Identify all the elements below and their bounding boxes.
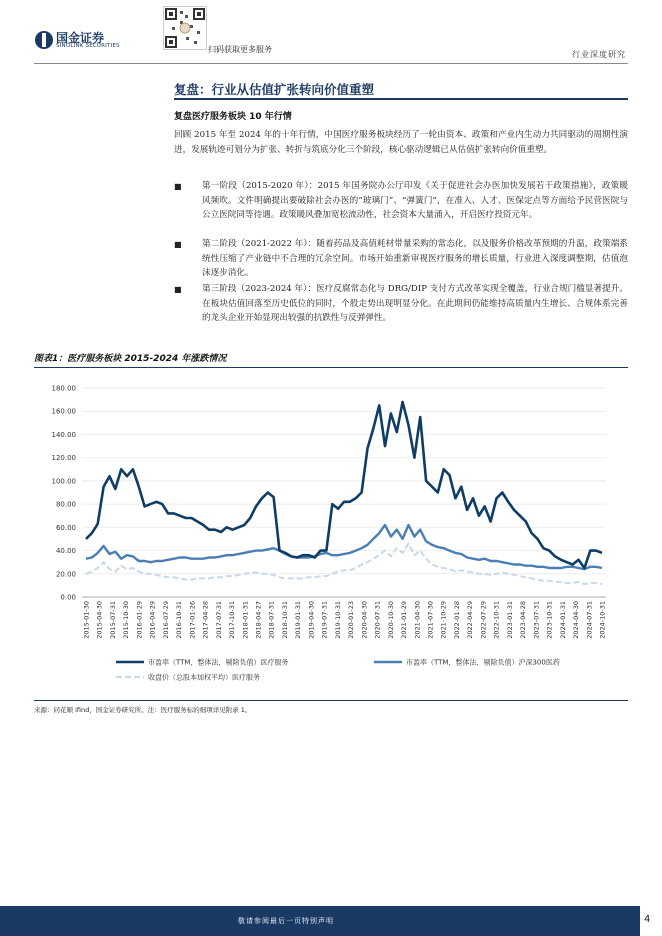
x-tick-label: 2015-04-30 <box>95 601 104 639</box>
brand-logo <box>34 30 164 50</box>
x-tick-label: 2015-10-30 <box>122 601 131 639</box>
x-tick-label: 2019-07-31 <box>320 601 329 639</box>
x-tick-label: 2020-01-23 <box>347 601 356 639</box>
bullet-stage-1: 第一阶段（2015-2020 年）：2015 年国务院办公厅印发《关于促进社会办医加快发展若干政策措施》，政策暖风频吹。文件明确提出要破除社会办医的“玻璃门”、“弹簧门”，在准入、人才、医保定点等方面给予民营医院与公立医院同等待遇。政策暖风叠加宽松流动性，社会资本大量涌入，开启医疗投资元年。 <box>202 181 628 220</box>
section-title-underline <box>174 98 628 100</box>
x-tick-label: 2021-01-29 <box>400 601 409 639</box>
x-tick-label: 2024-10-31 <box>598 601 607 639</box>
x-tick-label: 2024-07-31 <box>585 601 594 639</box>
x-tick-label: 2015-01-30 <box>82 601 91 639</box>
series-line-1 <box>86 525 602 569</box>
x-tick-label: 2019-01-31 <box>294 601 303 639</box>
bullet-marker-icon: ■ <box>174 285 182 294</box>
y-tick-label: 80.00 <box>55 500 76 509</box>
section-subtitle: 复盘医疗服务板块 10 年行情 <box>174 112 292 122</box>
bullet-marker-icon: ■ <box>174 240 182 249</box>
x-tick-label: 2016-07-29 <box>161 601 170 639</box>
x-tick-label: 2020-10-30 <box>386 601 395 639</box>
series-line-0 <box>86 402 602 568</box>
x-tick-label: 2018-01-31 <box>241 601 250 639</box>
report-type-label: 行业深度研究 <box>572 50 626 59</box>
x-tick-label: 2016-04-29 <box>148 601 157 639</box>
page-number: 4 <box>644 914 651 925</box>
x-tick-label: 2022-01-28 <box>452 601 461 639</box>
x-tick-label: 2023-10-31 <box>545 601 554 639</box>
x-tick-label: 2016-10-31 <box>175 601 184 639</box>
y-tick-label: 100.00 <box>51 477 76 486</box>
y-tick-label: 140.00 <box>51 430 76 439</box>
brand-name-cn: 国金证券 <box>56 31 105 45</box>
qr-code-icon <box>163 6 207 50</box>
x-tick-label: 2015-07-31 <box>108 601 117 639</box>
x-tick-label: 2022-04-29 <box>466 601 475 639</box>
brand-name-en: SINOLINK SECURITIES <box>56 43 120 49</box>
x-tick-label: 2018-04-27 <box>254 601 263 639</box>
line-chart <box>34 372 628 697</box>
x-tick-label: 2023-07-31 <box>532 601 541 639</box>
y-tick-label: 60.00 <box>55 523 76 532</box>
section-title: 复盘：行业从估值扩张转向价值重塑 <box>174 82 375 97</box>
x-tick-label: 2020-07-31 <box>373 601 382 639</box>
y-tick-label: 180.00 <box>51 384 76 393</box>
x-tick-label: 2018-07-31 <box>267 601 276 639</box>
bullet-stage-2: 第二阶段（2021-2022 年）：随着药品及高值耗材带量采购的常态化，以及服务价格改革预期的升温，政策端系统性压缩了产业链中不合理的冗余空间。市场开始重新审视医疗服务的增长质量，行业进入深度调整期，估值泡沫逐步消化。 <box>202 239 628 278</box>
legend-label: 收盘价（总股本加权平均）医疗服务 <box>148 673 260 682</box>
x-tick-label: 2021-10-29 <box>439 601 448 639</box>
x-tick-label: 2021-04-30 <box>413 601 422 639</box>
x-tick-label: 2023-04-28 <box>519 601 528 639</box>
y-tick-label: 20.00 <box>55 570 76 579</box>
figure-source: 来源：同花顺 ifind，国金证券研究所。注：医疗服务标的细项详见附录 1。 <box>34 706 252 714</box>
x-tick-label: 2021-07-30 <box>426 601 435 639</box>
series-line-2 <box>86 544 602 585</box>
bullet-stage-3: 第三阶段（2023-2024 年）：医疗反腐常态化与 DRG/DIP 支付方式改革实现全覆盖，行业合规门槛显著提升。在板块估值回落至历史低位的同时，个股走势出现明显分化。在此期间仍能维持高质量内生增长、合规体系完善的龙头企业开始显现出较强的抗跌性与反弹弹性。 <box>202 284 628 323</box>
x-tick-label: 2016-01-29 <box>135 601 144 639</box>
x-tick-label: 2019-04-30 <box>307 601 316 639</box>
x-tick-label: 2022-10-31 <box>492 601 501 639</box>
x-tick-label: 2020-04-30 <box>360 601 369 639</box>
x-tick-label: 2024-04-30 <box>572 601 581 639</box>
y-tick-label: 120.00 <box>51 454 76 463</box>
x-tick-label: 2017-04-28 <box>201 601 210 639</box>
logo-mark-icon <box>34 30 54 50</box>
source-rule <box>34 700 628 701</box>
x-tick-label: 2019-10-31 <box>333 601 342 639</box>
page-header <box>0 0 662 70</box>
x-tick-label: 2017-07-31 <box>214 601 223 639</box>
x-tick-label: 2022-07-29 <box>479 601 488 639</box>
bullet-marker-icon: ■ <box>174 182 182 191</box>
scan-prompt: 扫码获取更多服务 <box>208 45 272 54</box>
legend-label: 市盈率（TTM，整体法，剔除负值）沪深300医药 <box>406 658 560 667</box>
x-tick-label: 2024-01-31 <box>558 601 567 639</box>
header-divider <box>34 63 628 64</box>
y-tick-label: 160.00 <box>51 407 76 416</box>
x-tick-label: 2017-01-26 <box>188 601 197 639</box>
legend-label: 市盈率（TTM，整体法，剔除负值）医疗服务 <box>148 658 289 667</box>
intro-paragraph: 回顾 2015 年至 2024 年的十年行情，中国医疗服务板块经历了一轮由资本、政策和产业内生动力共同驱动的周期性演进，发展轨迹可划分为扩张、转折与筑底分化三个阶段，核心驱动逻辑已从估值扩张转向价值重塑。 <box>174 130 628 155</box>
y-tick-label: 0.00 <box>60 593 76 602</box>
figure-title-rule <box>34 367 628 368</box>
footer-disclaimer: 敬请参阅最后一页特别声明 <box>238 917 334 925</box>
y-tick-label: 40.00 <box>55 547 76 556</box>
x-tick-label: 2017-10-31 <box>228 601 237 639</box>
x-tick-label: 2023-01-31 <box>505 601 514 639</box>
x-tick-label: 2018-10-31 <box>280 601 289 639</box>
figure-title: 图表1：医疗服务板块 2015-2024 年涨跌情况 <box>34 354 227 364</box>
